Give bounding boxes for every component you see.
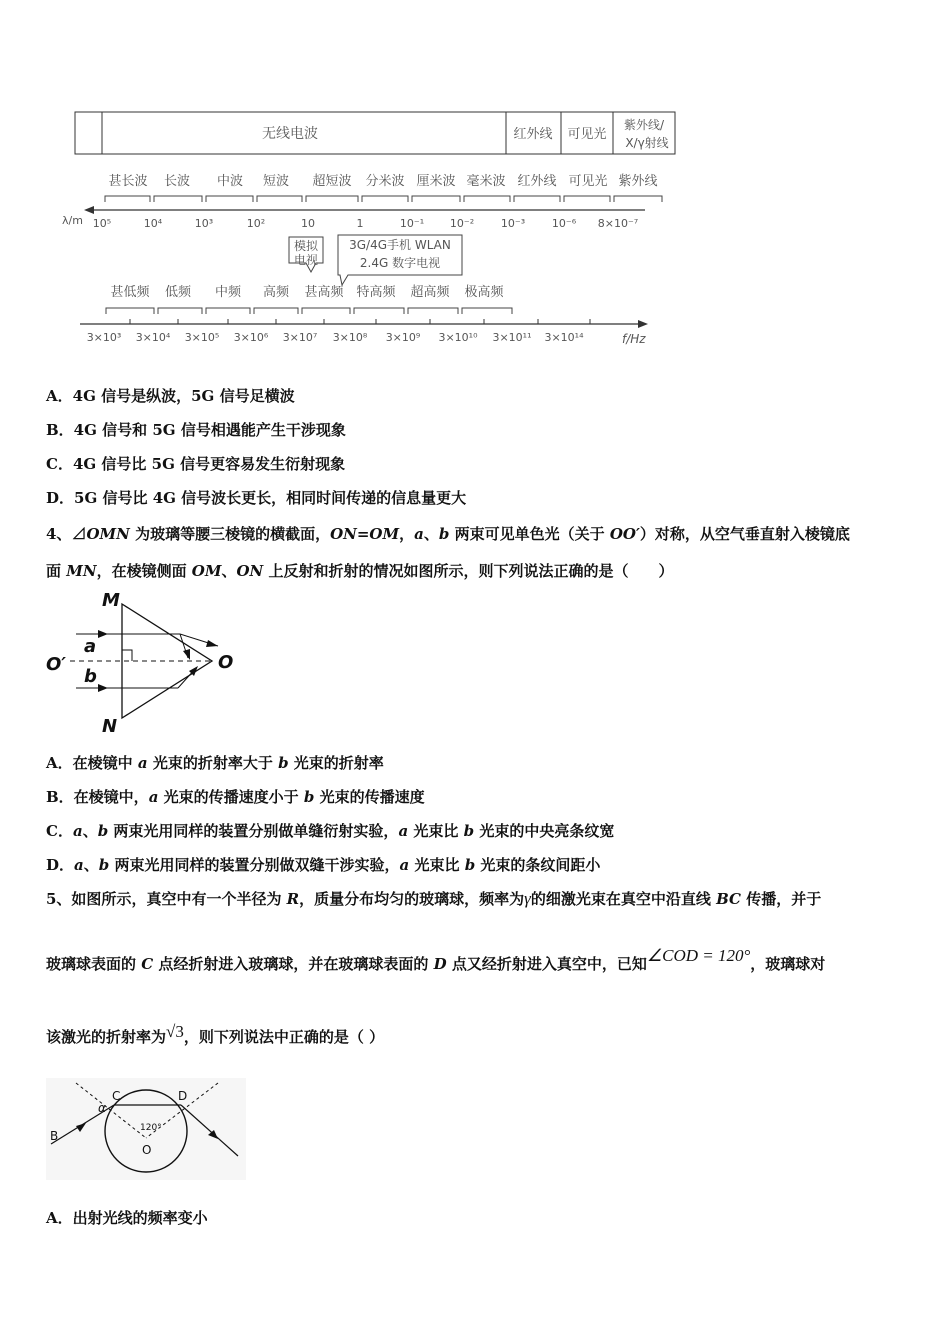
wave-name: 长波: [163, 174, 191, 189]
freq-tick: 3×10¹⁴: [544, 331, 584, 344]
glass-sphere-figure: [46, 1078, 246, 1180]
wave-name: 甚长波: [108, 174, 148, 189]
var-bc: BC: [716, 890, 741, 908]
stem-text: 该激光的折射率为: [46, 1028, 167, 1046]
wavelength-tick: 10⁴: [143, 217, 163, 230]
wave-name: 中波: [216, 174, 244, 189]
freq-name: 甚高频: [304, 285, 344, 300]
wave-name: 毫米波: [466, 174, 506, 189]
question-number: 4、: [46, 525, 72, 543]
freq-tick: 3×10¹¹: [492, 331, 532, 344]
q5-stem-line-2: [46, 946, 826, 974]
spectrum-figure: [62, 100, 690, 350]
var-om: OM: [191, 562, 222, 580]
callout-tv: 电视: [293, 253, 319, 267]
angle-expression: ∠COD = 120°: [646, 946, 751, 965]
stem-text: ）对称，从空气垂直射入棱镜底: [639, 525, 850, 543]
label-b: B: [50, 1129, 59, 1143]
wave-name: 可见光: [568, 174, 608, 189]
option-text: 、: [82, 822, 98, 840]
stem-text: 5、如图所示，真空中有一个半径为: [46, 890, 287, 908]
option-text: B．在棱镜中，: [46, 788, 149, 806]
wavelength-tick: 10: [301, 217, 315, 230]
option-text: 光束的条纹间距小: [475, 856, 601, 874]
var-b: b: [438, 525, 450, 543]
stem-text: 点经折射进入玻璃球，并在玻璃球表面的: [153, 955, 434, 973]
option-text: 光束的折射率大于: [147, 754, 279, 772]
var-r: R: [286, 890, 300, 908]
wavelength-tick: 10³: [194, 217, 214, 230]
freq-name: 超高频: [410, 285, 450, 300]
freq-axis-label: f/Hz: [622, 332, 646, 346]
var-on: ON: [236, 562, 264, 580]
option-text: 、: [83, 856, 99, 874]
option-text: A．在棱镜中: [46, 754, 138, 772]
wave-name: 短波: [262, 174, 290, 189]
wavelength-tick: 1: [356, 217, 364, 230]
wave-name: 红外线: [517, 174, 557, 189]
q5-option-a: A．出射光线的频率变小: [46, 1209, 208, 1227]
freq-name: 甚低频: [110, 285, 150, 300]
freq-tick: 3×10⁴: [135, 331, 171, 344]
option-text: 光束比: [408, 822, 464, 840]
var-nu: γ: [524, 889, 531, 908]
option-text: 两束光用同样的装置分别做双缝干涉实验，: [109, 856, 400, 874]
var-a: a: [74, 856, 84, 874]
freq-tick: 3×10⁶: [233, 331, 269, 344]
wavelength-tick: 10⁻¹: [399, 217, 425, 230]
wavelength-tick: 10⁻²: [449, 217, 475, 230]
wavelength-tick: 10⁻⁶: [551, 217, 577, 230]
freq-tick: 3×10³: [86, 331, 122, 344]
wavelength-tick: 10⁵: [92, 217, 112, 230]
callout-mobile: 2.4G 数字电视: [359, 256, 441, 270]
label-c: C: [112, 1089, 121, 1103]
label-d: D: [178, 1089, 188, 1103]
label-alpha: α: [98, 1101, 106, 1115]
var-c: C: [141, 955, 154, 973]
stem-text: 、: [221, 562, 237, 580]
q4-option-b: [46, 786, 425, 807]
var-omn: OMN: [86, 525, 130, 543]
var-b: b: [98, 856, 110, 874]
stem-text: 传播，并于: [741, 890, 822, 908]
q3-option-b: B．4G 信号和 5G 信号相遇能产生干涉现象: [46, 421, 346, 439]
label-o: O: [142, 1143, 152, 1157]
q5-stem-line-1: [46, 888, 821, 909]
stem-text: 玻璃球表面的: [46, 955, 142, 973]
freq-name: 特高频: [356, 285, 396, 300]
label-o: O: [218, 652, 234, 673]
freq-name: 极高频: [464, 285, 504, 300]
q5-stem-line-3: [46, 1022, 385, 1047]
wavelength-tick: 10²: [246, 217, 266, 230]
stem-text: ，: [399, 525, 415, 543]
freq-name: 低频: [164, 285, 192, 300]
freq-tick: 3×10⁹: [385, 331, 421, 344]
var-b: b: [303, 788, 315, 806]
label-a: a: [84, 636, 97, 657]
var-b: b: [278, 754, 289, 772]
var-mn: MN: [66, 562, 97, 580]
var-a: a: [148, 788, 159, 806]
option-text: 光束的传播速度小于: [158, 788, 304, 806]
wave-name: 超短波: [312, 174, 352, 189]
band-xray: X/γ射线: [625, 136, 669, 150]
var-eq: ON=OM: [330, 525, 400, 543]
freq-name: 中频: [214, 285, 242, 300]
q3-option-d: D．5G 信号比 4G 信号波长更长，相同时间传递的信息量更大: [46, 489, 467, 507]
freq-tick: 3×10⁵: [184, 331, 220, 344]
wavelength-axis-label: λ/m: [62, 214, 83, 227]
label-b: b: [84, 666, 97, 687]
q4-option-a: [46, 752, 384, 773]
q4-stem-line-1: [46, 523, 850, 544]
callout-mobile: 3G/4G手机 WLAN: [349, 238, 451, 252]
var-b: b: [463, 822, 475, 840]
freq-tick: 3×10¹⁰: [438, 331, 478, 344]
var-b: b: [97, 822, 109, 840]
sqrt-expression: √3: [166, 1022, 184, 1041]
stem-text: ，玻璃球对: [750, 955, 826, 973]
wave-name: 紫外线: [618, 174, 658, 189]
wave-name: 分米波: [365, 174, 405, 189]
label-o-prime: O′: [46, 654, 67, 675]
band-visible: 可见光: [567, 127, 607, 142]
var-b: b: [464, 856, 476, 874]
wavelength-tick: 8×10⁻⁷: [597, 217, 639, 230]
q4-option-c: [46, 820, 614, 841]
label-angle: 120°: [140, 1123, 162, 1133]
var-a: a: [399, 856, 410, 874]
option-text: D．: [46, 856, 75, 874]
q4-option-d: [46, 854, 600, 875]
option-text: 两束光用同样的装置分别做单缝衍射实验，: [108, 822, 399, 840]
option-text: 光束的中央亮条纹宽: [474, 822, 615, 840]
freq-tick: 3×10⁷: [282, 331, 318, 344]
var-a: a: [72, 822, 83, 840]
option-text: 光束的传播速度: [314, 788, 425, 806]
stem-text: ，质量分布均匀的玻璃球，频率为: [299, 890, 525, 908]
option-text: 光束比: [409, 856, 465, 874]
var-oo: OO′: [609, 525, 640, 543]
label-n: N: [102, 716, 118, 737]
callout-tv: 模拟: [293, 239, 319, 253]
var-a: a: [137, 754, 148, 772]
q3-option-c: C．4G 信号比 5G 信号更容易发生衍射现象: [46, 455, 346, 473]
freq-name: 高频: [262, 285, 290, 300]
stem-text: ，则下列说法中正确的是（ ）: [183, 1028, 385, 1046]
option-text: C．: [46, 822, 73, 840]
stem-text: 两束可见单色光（关于: [449, 525, 610, 543]
stem-text: 点又经折射进入真空中，已知: [446, 955, 647, 973]
stem-text: 的细激光束在真空中沿直线: [530, 890, 717, 908]
band-radio: 无线电波: [262, 126, 318, 142]
var-a: a: [398, 822, 409, 840]
option-text: 光束的折射率: [288, 754, 384, 772]
stem-text: 上反射和折射的情况如图所示，则下列说法正确的是（ ）: [263, 562, 674, 580]
band-infrared: 红外线: [513, 127, 553, 142]
band-uv: 紫外线/: [623, 118, 665, 132]
wavelength-tick: 10⁻³: [500, 217, 526, 230]
q3-option-a: A．4G 信号是纵波，5G 信号足横波: [46, 387, 295, 405]
freq-tick: 3×10⁸: [332, 331, 368, 344]
stem-text: 面: [46, 562, 67, 580]
stem-text: 、: [423, 525, 439, 543]
label-m: M: [102, 590, 120, 611]
var-d: D: [433, 955, 447, 973]
wave-name: 厘米波: [416, 174, 456, 189]
stem-text: ，在棱镜侧面: [96, 562, 192, 580]
prism-figure: [40, 588, 250, 738]
triangle-symbol: ⊿: [71, 525, 87, 543]
var-a: a: [414, 525, 424, 543]
q4-stem-line-2: [46, 560, 674, 581]
stem-text: 为玻璃等腰三棱镜的横截面，: [129, 525, 331, 543]
